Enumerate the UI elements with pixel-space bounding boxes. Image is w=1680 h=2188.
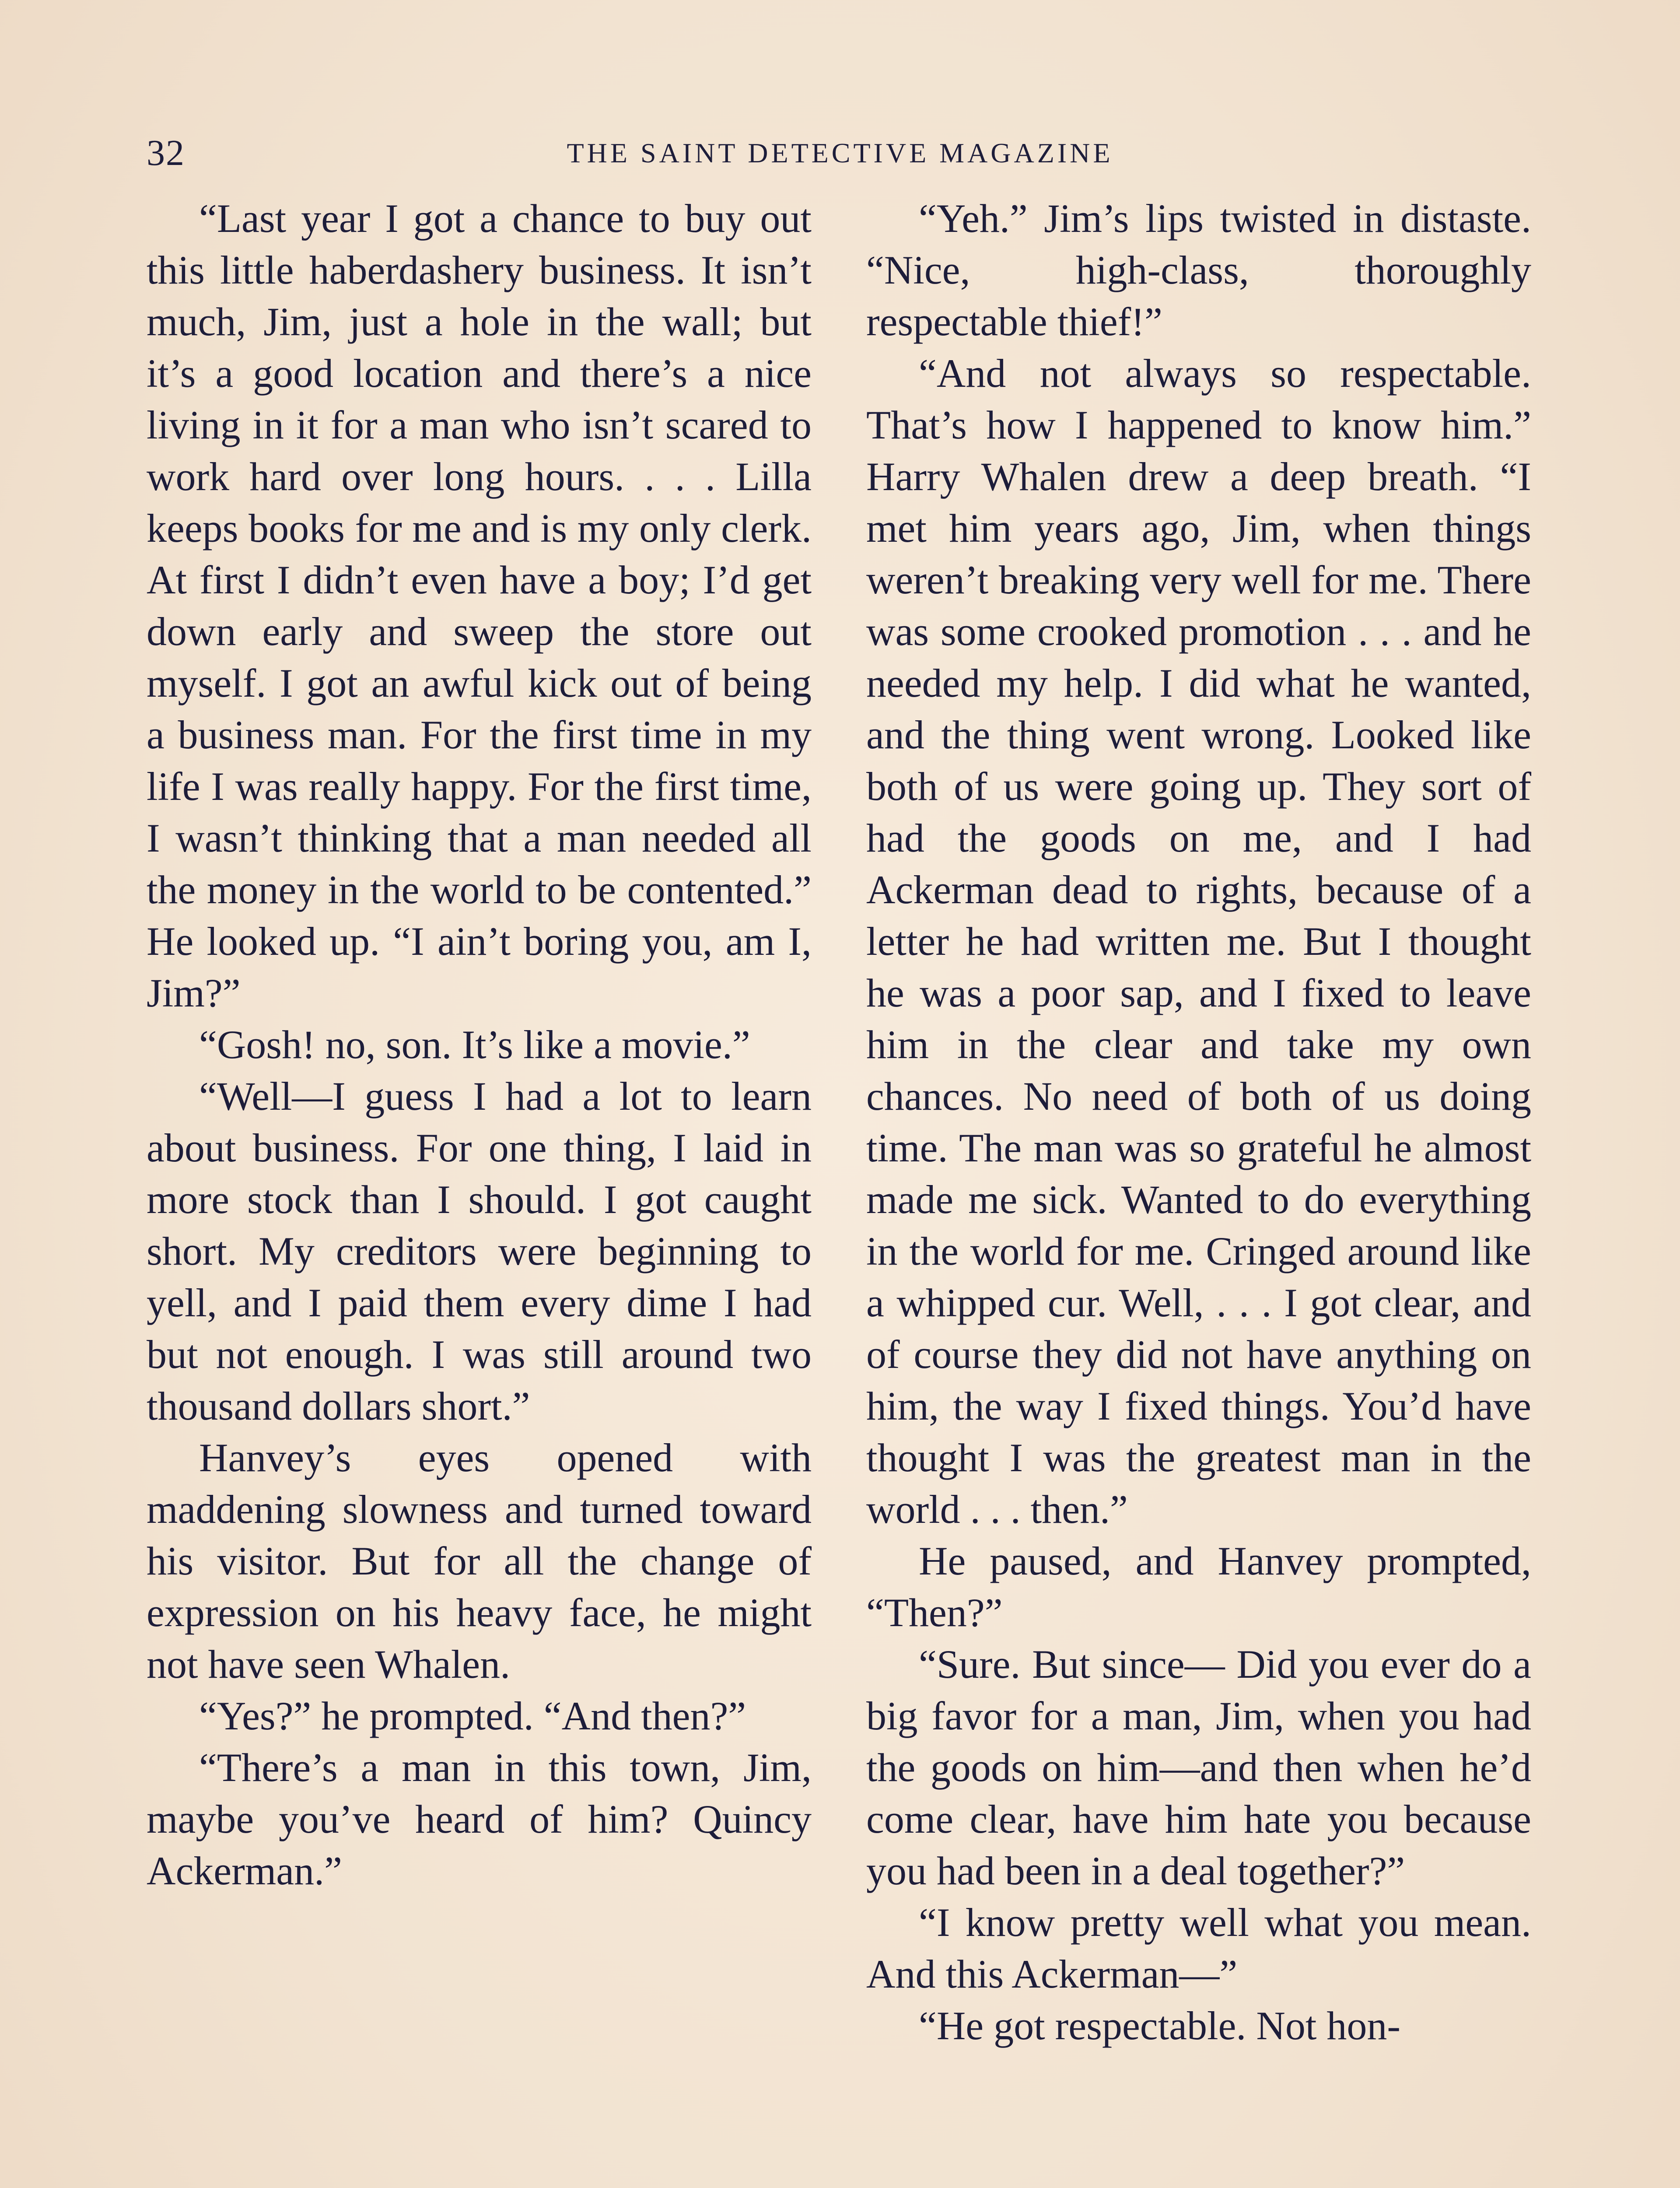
right-column xyxy=(866,193,1531,2051)
paragraph: He paused, and Hanvey prompted, “Then?” xyxy=(866,1539,1531,1635)
paragraph: “He got respectable. Not hon- xyxy=(919,2003,1401,2048)
paragraph: “Well—I guess I had a lot to learn about business. For one thing, I laid in more stock than I should. I got caught short. My creditors were beginning to yell, and I paid them every dime I had but not enough. I was still around two thousand dollars short.” xyxy=(147,1074,812,1428)
paragraph: “Gosh! no, son. It’s like a movie.” xyxy=(199,1022,750,1067)
running-head: THE SAINT DETECTIVE MAGAZINE xyxy=(567,137,1113,168)
paragraph: “Yeh.” Jim’s lips twisted in distaste. “Nice, high-class, thoroughly respectable thief!” xyxy=(866,196,1531,344)
paragraph: “Last year I got a chance to buy out this little haberdashery business. It isn’t much, Jim, just a hole in the wall; but it’s a good location and there’s a nice living in it for a man who isn’t scared to work hard over long hours. . . . Lilla keeps books for me and is my only clerk. At first I didn’t even have a boy; I’d get down early and sweep the store out myself. I got an awful kick out of being a business man. For the first time in my life I was really happy. For the first time, I wasn’t thinking that a man needed all the money in the world to be contented.” He looked up. “I ain’t boring you, am I, Jim?” xyxy=(147,196,812,1015)
left-column xyxy=(147,193,812,1897)
page-number: 32 xyxy=(147,133,185,173)
paragraph: “I know pretty well what you mean. And this Ackerman—” xyxy=(866,1900,1531,1996)
paragraph: “Sure. But since— Did you ever do a big favor for a man, Jim, when you had the goods on him—and then when he’d come clear, have him hate you because you had been in a deal together?” xyxy=(866,1642,1531,1893)
paragraph: Hanvey’s eyes opened with maddening slowness and turned toward his visitor. But for all the change of expression on his heavy face, he might not have seen Whalen. xyxy=(147,1435,812,1687)
paragraph: “Yes?” he prompted. “And then?” xyxy=(199,1694,746,1738)
paragraph: “There’s a man in this town, Jim, maybe you’ve heard of him? Quincy Ackerman.” xyxy=(147,1745,812,1893)
page-header xyxy=(147,127,1533,179)
paragraph: “And not always so respectable. That’s how I happened to know him.” Harry Whalen drew a deep breath. “I met him years ago, Jim, when things weren’t breaking very well for me. There was some crooked promotion . . . and he needed my help. I did what he wanted, and the thing went wrong. Looked like both of us were going up. They sort of had the goods on me, and I had Ackerman dead to rights, because of a letter he had written me. But I thought he was a poor sap, and I fixed to leave him in the clear and take my own chances. No need of both of us doing time. The man was so grateful he almost made me sick. Wanted to do everything in the world for me. Cringed around like a whipped cur. Well, . . . I got clear, and of course they did not have anything on him, the way I fixed things. You’d have thought I was the greatest man in the world . . . then.” xyxy=(866,351,1531,1532)
